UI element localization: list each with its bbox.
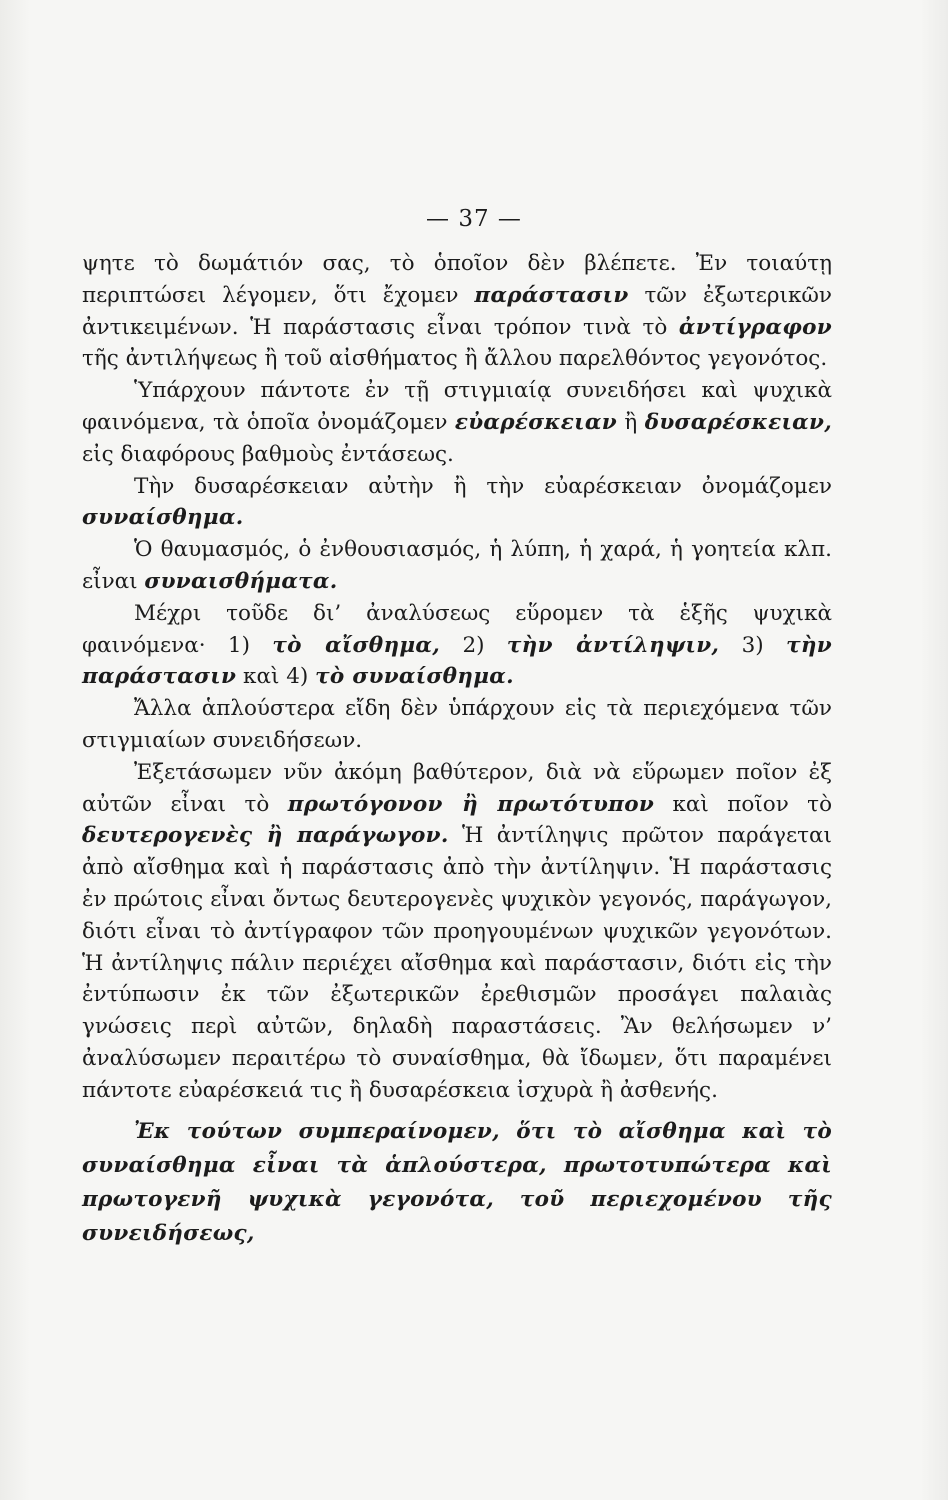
emphasized-term: συναίσθημα.	[82, 505, 244, 531]
emphasized-term: τὴν ἀντίληψιν,	[506, 632, 720, 658]
text-run: Ἡ ἀντίληψις πρῶτον παράγεται ἀπὸ αἴσθημα καὶ ἡ παράστασις ἀπὸ τὴν ἀντίληψιν. Ἡ παράστασις ἐν πρώτοις εἶναι ὄντως δευτερογενὲς ψυχικὸν γεγονός, παράγωγον, διότι εἶναι τὸ ἀντίγραφον τῶν προηγουμένων ψυχικῶν γεγονότων. Ἡ ἀντίληψις πάλιν περιέχει αἴσθημα καὶ παράστασιν, διότι εἰς τὴν ἐντύπωσιν ἐκ τῶν ἐξωτερικῶν ἐρεθισμῶν προσάγει παλαιὰς γνώσεις περὶ αὐτῶν, δηλαδὴ παραστάσεις. Ἂν θελήσωμεν ν’ ἀναλύσωμεν περαιτέρω τὸ συναίσθημα, θὰ ἴδωμεν, ὅτι παραμένει πάντοτε εὐαρέσκειά τις ἢ δυσαρέσκεια ἰσχυρὰ ἢ ἀσθενής.	[82, 823, 832, 1103]
text-run: Τὴν δυσαρέσκειαν αὐτὴν ἢ τὴν εὐαρέσκειαν ὀνομάζομεν	[134, 473, 832, 499]
paragraph-p6	[82, 693, 832, 757]
text-run: τῶν ἐξωτερικῶν ἀντικειμένων. Ἡ παράστασις εἶναι τρόπον τινὰ τὸ	[82, 282, 832, 340]
paragraph-p4	[82, 534, 832, 598]
emphasized-term: δυσαρέσκειαν,	[644, 409, 832, 435]
text-run: καὶ ποῖον τὸ	[654, 791, 833, 817]
emphasized-term: πρωτόγονον ἢ πρωτότυπον	[287, 791, 655, 817]
paragraph-p5	[82, 598, 832, 693]
paragraph-p8	[82, 1115, 832, 1251]
emphasized-term: τὴν παράστασιν	[82, 632, 832, 690]
emphasized-term: τὸ συναίσθημα.	[315, 664, 514, 690]
text-run: Ἐξετάσωμεν νῦν ἀκόμη βαθύτερον, διὰ νὰ εὕρωμεν ποῖον ἐξ αὐτῶν εἶναι τὸ	[82, 759, 832, 817]
body-text	[82, 248, 832, 1251]
text-run: Ὑπάρχουν πάντοτε ἐν τῇ στιγμιαίᾳ συνειδήσει καὶ ψυχικὰ φαινόμενα, τὰ ὁποῖα ὀνομάζομεν	[82, 378, 832, 435]
paragraph-p2	[82, 375, 832, 470]
text-run: 2)	[440, 632, 507, 658]
text-run: Ἄλλα ἁπλούστερα εἴδη δὲν ὑπάρχουν εἰς τὰ περιεχόμενα τῶν στιγμιαίων συνειδήσεων.	[82, 696, 832, 753]
text-run: ἢ	[616, 409, 645, 435]
text-run: ψητε τὸ δωμάτιόν σας, τὸ ὁποῖον δὲν βλέπετε. Ἐν τοιαύτῃ περιπτώσει λέγομεν, ὅτι ἔχομεν	[82, 251, 832, 308]
emphasized-term: Ἐκ τούτων συμπεραίνομεν, ὅτι τὸ αἴσθημα καὶ τὸ συναίσθημα εἶναι τὰ ἁπλούστερα, πρωτοτυπώτερα καὶ πρωτογενῆ ψυχικὰ γεγονότα, τοῦ περιεχομένου τῆς συνειδήσεως,	[82, 1118, 832, 1246]
emphasized-term: δευτερογενὲς ἢ παράγωγον.	[82, 823, 449, 849]
text-run: καὶ 4)	[236, 664, 316, 690]
emphasized-term: ἀντίγραφον	[678, 314, 832, 340]
paragraph-p7	[82, 757, 832, 1107]
paragraph-p1	[82, 248, 832, 375]
text-run: τῆς ἀντιλήψεως ἢ τοῦ αἰσθήματος ἢ ἄλλου παρελθόντος γεγονότος.	[82, 346, 828, 372]
page-number: — 37 —	[426, 206, 522, 232]
emphasized-term: τὸ αἴσθημα,	[272, 632, 441, 658]
emphasized-term: συναισθήματα.	[144, 568, 338, 594]
paragraph-p3	[82, 471, 832, 535]
emphasized-term: παράστασιν	[474, 282, 629, 308]
emphasized-term: εὐαρέσκειαν	[454, 409, 617, 435]
text-run: Μέχρι τοῦδε δι’ ἀναλύσεως εὕρομεν τὰ ἑξῆς ψυχικὰ φαινόμενα· 1)	[82, 600, 832, 658]
text-run: εἰς διαφόρους βαθμοὺς ἐντάσεως.	[82, 441, 454, 467]
text-run: Ὁ θαυμασμός, ὁ ἐνθουσιασμός, ἡ λύπη, ἡ χαρά, ἡ γοητεία κλπ. εἶναι	[82, 537, 832, 594]
text-run: 3)	[719, 632, 787, 658]
